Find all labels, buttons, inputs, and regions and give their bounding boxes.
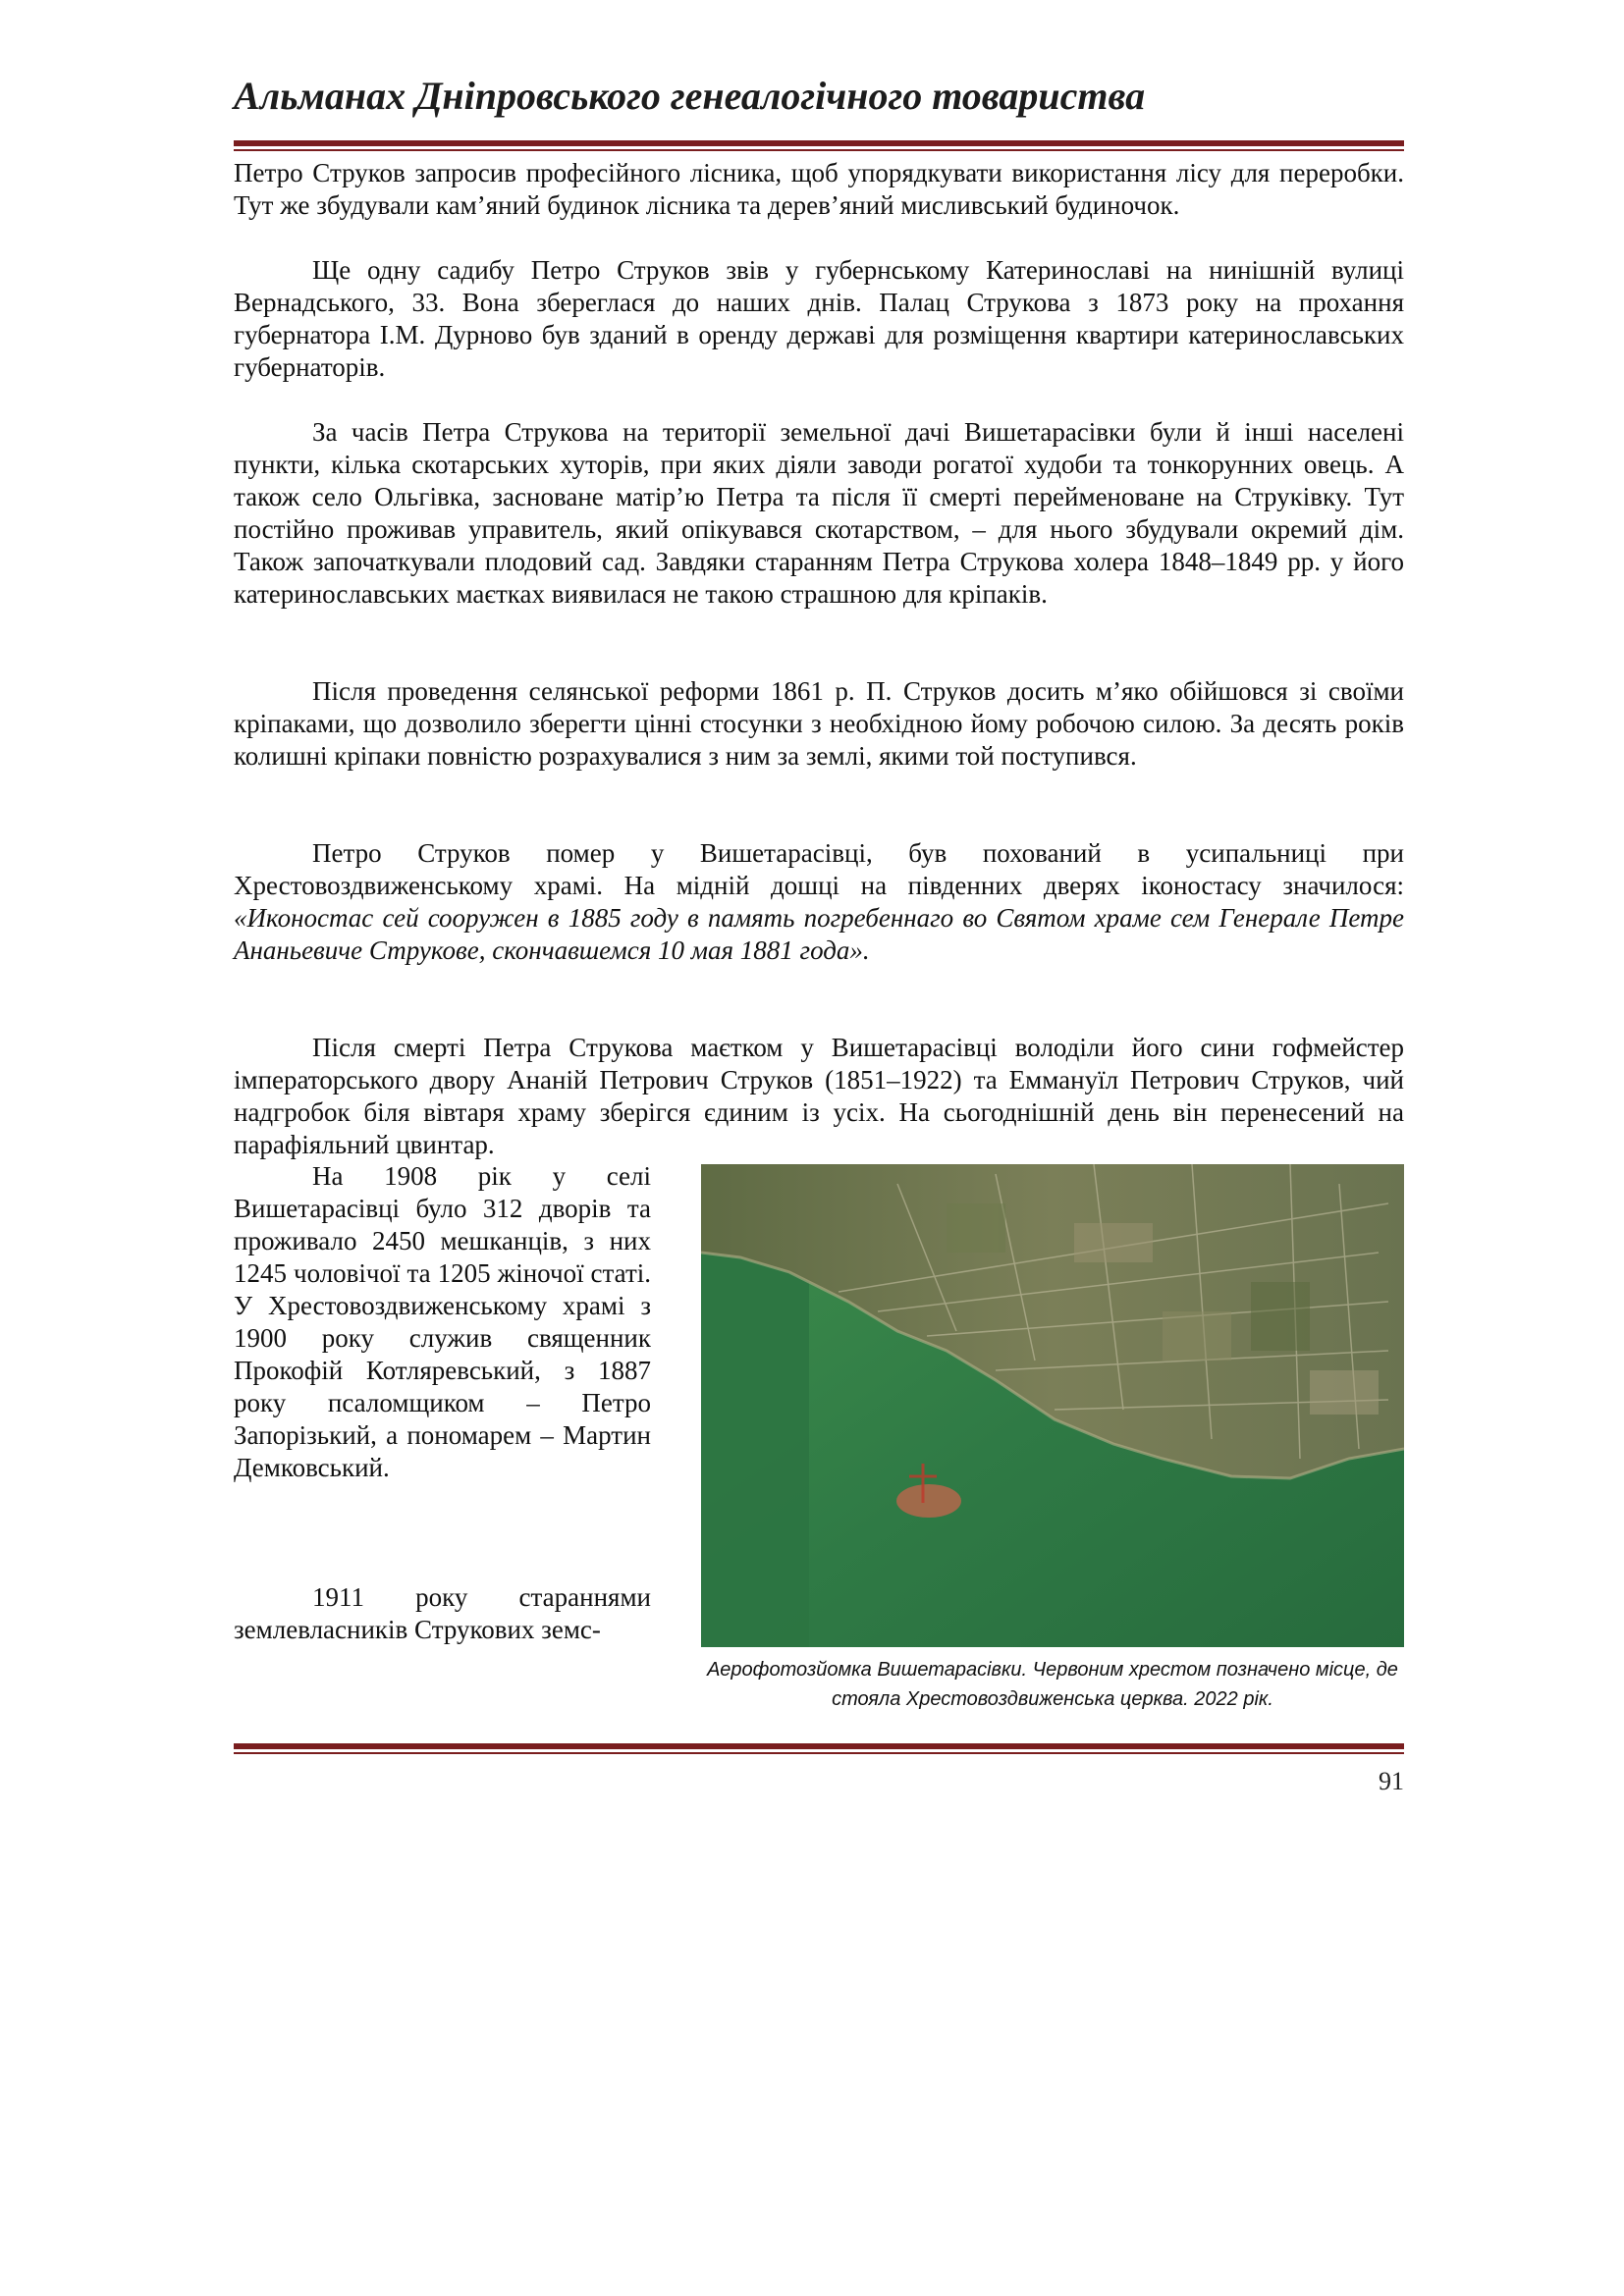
footer-rule-thick: [234, 1743, 1404, 1749]
running-header-title: Альманах Дніпровського генеалогічного товариства: [234, 74, 1146, 118]
paragraph-katerynoslav-estate: Ще одну садибу Петро Струков звів у губернському Катеринославі на нинішній вулиці Вернадського, 33. Вона збереглася до наших днів. Палац Струкова з 1873 року на прохання губернатора І.М. Дурново був зданий в оренду державі для розміщення квартири катеринославських губернаторів.: [234, 255, 1404, 382]
figure-caption: Аерофотозйомка Вишетарасівки. Червоним хрестом позначено місце, де стояла Хрестовоздвиженська церква. 2022 рік.: [707, 1659, 1398, 1710]
paragraph-settlements: За часів Петра Струкова на території земельної дачі Вишетарасівки були й інші населені пункти, кілька скотарських хуторів, при яких діяли заводи рогатої худоби та тонкорунних овець. А також село Ольгівка, засноване матір’ю Петра та після її смерті перейменоване на Струківку. Тут постійно проживав управитель, який опікувався скотарством, – для нього збудували окремий дім. Також започаткували плодовий сад. Завдяки старанням Петра Струкова холера 1848–1849 рр. у його катеринославських маєтках виявилася не такою страшною для кріпаків.: [234, 417, 1404, 609]
burial-text: Петро Струков помер у Вишетарасівці, був похований в усипальниці при Хрестовоздвиженському храмі. На мідній дошці на південних дверях іконостасу значилося:: [234, 838, 1404, 900]
paragraph-forester: Петро Струков запросив професійного лісника, щоб упорядкувати використання лісу для переробки. Тут же збудували кам’яний будинок лісника та дерев’яний мисливський будиночок.: [234, 158, 1404, 220]
paragraph-village-1908: На 1908 рік у селі Вишетарасівці було 312 дворів та проживало 2450 мешканців, з них 1245 чоловічої та 1205 жіночої статі. У Хрестовоздвиженському храмі з 1900 року служив священник Прокофій Котляревський, з 1887 року псаломщиком – Петро Запорізький, а пономарем – Мартин Демковський.: [234, 1161, 651, 1482]
paragraph-1911: 1911 року стараннями землевласників Струкових земс-: [234, 1582, 651, 1644]
footer-rule-thin: [234, 1752, 1404, 1754]
aerial-photo-vyshetarasivka: [701, 1164, 1404, 1647]
page-number: 91: [1379, 1767, 1404, 1795]
island: [896, 1484, 961, 1518]
header-rule-thick: [234, 140, 1404, 146]
iconostasis-inscription-quote: «Иконостас сей сооружен в 1885 году в память погребеннаго во Святом храме сем Генерале Петре Ананьевиче Струкове, скончавшемся 10 мая 1881 года».: [234, 903, 1404, 965]
aerial-photo-graphic: [701, 1164, 1404, 1647]
paragraph-peasant-reform: Після проведення селянської реформи 1861 р. П. Струков досить м’яко обійшовся зі своїми кріпаками, що дозволило зберегти цінні стосунки з необхідною йому робочою силою. За десять років колишні кріпаки повністю розрахувалися з ним за землі, якими той поступився.: [234, 676, 1404, 771]
paragraph-sons: Після смерті Петра Струкова маєтком у Вишетарасівці володіли його сини гофмейстер імператорського двору Ананій Петрович Струков (1851–1922) та Еммануїл Петрович Струков, чий надгробок біля вівтаря храму зберігся єдиним із усіх. На сьогоднішній день він перенесений на парафіяльний цвинтар.: [234, 1033, 1404, 1159]
paragraph-burial: [234, 837, 1404, 967]
header-rule-thin: [234, 149, 1404, 151]
